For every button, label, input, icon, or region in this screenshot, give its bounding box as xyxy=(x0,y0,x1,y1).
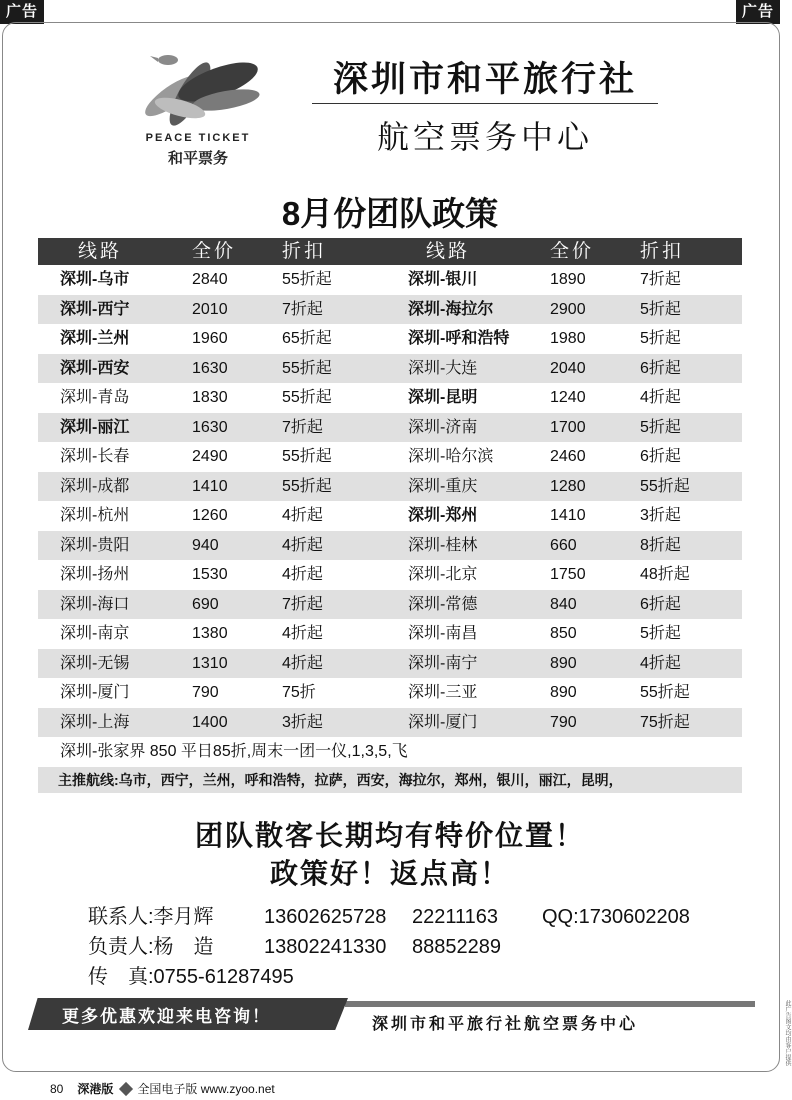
discount-cell: 55折起 xyxy=(282,448,332,465)
manager-mobile: 13802241330 xyxy=(264,936,387,958)
price-cell: 1280 xyxy=(550,477,586,495)
route-cell: 深圳-郑州 xyxy=(408,507,478,524)
discount-cell: 55折起 xyxy=(282,389,332,406)
leaf-bird-icon xyxy=(130,44,266,132)
route-cell: 深圳-昆明 xyxy=(408,389,478,406)
discount-cell: 5折起 xyxy=(640,300,681,318)
discount-cell: 48折起 xyxy=(640,566,690,583)
discount-cell: 4折起 xyxy=(282,507,323,524)
price-cell: 790 xyxy=(550,713,577,731)
price-cell: 940 xyxy=(192,536,219,554)
price-cell: 890 xyxy=(550,654,577,672)
table-row xyxy=(38,413,742,443)
price-cell: 2460 xyxy=(550,448,586,465)
diamond-icon xyxy=(119,1082,133,1096)
fax-number: 传 真:0755-61287495 xyxy=(88,966,294,988)
discount-cell: 4折起 xyxy=(282,654,323,672)
table-body xyxy=(38,265,742,737)
route-cell: 深圳-海拉尔 xyxy=(408,300,494,318)
route-cell: 深圳-重庆 xyxy=(408,477,478,495)
logo-chinese-text: 和平票务 xyxy=(167,150,228,167)
route-cell: 深圳-杭州 xyxy=(60,507,130,524)
route-cell: 深圳-无锡 xyxy=(60,654,130,672)
route-cell: 深圳-兰州 xyxy=(60,330,130,347)
route-cell: 深圳-长春 xyxy=(60,448,130,465)
table-row xyxy=(38,531,742,561)
price-cell: 1410 xyxy=(192,477,228,495)
price-cell: 1380 xyxy=(192,625,228,642)
table-row xyxy=(38,295,742,325)
promoted-routes: 主推航线:乌市，西宁，兰州，呼和浩特，拉萨，西安，海拉尔，郑州，银川，丽江，昆明， xyxy=(38,767,742,793)
table-row xyxy=(38,383,742,413)
route-cell: 深圳-上海 xyxy=(60,713,130,731)
discount-cell: 5折起 xyxy=(640,625,681,642)
price-cell: 840 xyxy=(550,595,577,613)
table-row xyxy=(38,560,742,590)
edition-label: 深港版 xyxy=(77,1082,114,1096)
discount-cell: 55折起 xyxy=(282,477,332,495)
discount-cell: 4折起 xyxy=(282,625,323,642)
price-cell: 2010 xyxy=(192,300,228,318)
price-cell: 790 xyxy=(192,684,219,701)
price-cell: 1960 xyxy=(192,330,228,347)
price-cell: 1830 xyxy=(192,389,228,406)
route-cell: 深圳-南京 xyxy=(60,625,130,642)
discount-cell: 8折起 xyxy=(640,536,681,554)
slogan-special-price: 团队散客长期均有特价位置！ xyxy=(194,820,585,851)
price-cell: 1530 xyxy=(192,566,228,583)
contact-person: 联系人:李月辉 xyxy=(88,906,214,928)
price-table xyxy=(38,238,742,793)
route-cell: 深圳-成都 xyxy=(60,477,130,495)
discount-cell: 55折起 xyxy=(640,684,690,701)
route-cell: 深圳-呼和浩特 xyxy=(408,330,510,347)
price-cell: 1890 xyxy=(550,271,586,288)
page-footer xyxy=(50,1080,275,1097)
route-cell: 深圳-厦门 xyxy=(408,713,478,731)
discount-cell: 5折起 xyxy=(640,330,681,347)
contact-mobile: 13602625728 xyxy=(264,906,387,928)
header-route: 线路 xyxy=(78,241,123,262)
discount-cell: 55折起 xyxy=(640,477,690,495)
price-cell: 660 xyxy=(550,536,577,554)
table-row xyxy=(38,501,742,531)
header-route: 线路 xyxy=(426,241,471,262)
discount-cell: 75折起 xyxy=(640,713,690,731)
price-cell: 1750 xyxy=(550,566,586,583)
table-row xyxy=(38,678,742,708)
discount-cell: 7折起 xyxy=(640,271,681,288)
table-row xyxy=(38,708,742,738)
route-cell: 深圳-济南 xyxy=(408,418,478,436)
table-header xyxy=(38,238,742,265)
route-cell: 深圳-乌市 xyxy=(60,271,130,288)
page-number: 80 xyxy=(50,1082,64,1096)
price-cell: 1410 xyxy=(550,507,586,524)
policy-title: 8月份团队政策 xyxy=(281,195,499,232)
route-cell: 深圳-常德 xyxy=(408,595,478,613)
route-cell: 深圳-北京 xyxy=(408,566,478,583)
manager-phone: 88852289 xyxy=(412,936,501,958)
discount-cell: 4折起 xyxy=(282,566,323,583)
price-cell: 850 xyxy=(550,625,577,642)
route-cell: 深圳-丽江 xyxy=(60,418,130,436)
discount-cell: 6折起 xyxy=(640,595,681,613)
discount-cell: 7折起 xyxy=(282,595,323,613)
price-cell: 1980 xyxy=(550,330,586,347)
zhangjiajie-note: 深圳-张家界 850 平日85折,周末一团一仪,1,3,5,飞 xyxy=(60,743,408,760)
route-cell: 深圳-海口 xyxy=(60,595,130,613)
route-cell: 深圳-哈尔滨 xyxy=(408,448,494,465)
route-cell: 深圳-大连 xyxy=(408,359,478,377)
site-label: 全国电子版 www.zyoo.net xyxy=(137,1082,275,1096)
discount-cell: 4折起 xyxy=(282,536,323,554)
table-row xyxy=(38,619,742,649)
route-cell: 深圳-贵阳 xyxy=(60,536,130,554)
contact-line-2 xyxy=(88,930,501,959)
route-cell: 深圳-银川 xyxy=(408,271,478,288)
banner-cta: 更多优惠欢迎来电咨询！ xyxy=(62,1007,271,1026)
discount-cell: 3折起 xyxy=(640,507,681,524)
header-price: 全价 xyxy=(192,241,237,262)
route-cell: 深圳-桂林 xyxy=(408,536,478,554)
route-cell: 深圳-南宁 xyxy=(408,654,478,672)
slogan-good-policy: 政策好！返点高！ xyxy=(269,858,510,889)
header-discount: 折扣 xyxy=(282,241,327,262)
header-divider xyxy=(312,103,658,104)
side-note: 此广告图文均由客户提供 xyxy=(784,1000,790,1066)
price-cell: 1400 xyxy=(192,713,228,731)
peace-ticket-logo xyxy=(128,44,268,169)
header-price: 全价 xyxy=(550,241,595,262)
header-discount: 折扣 xyxy=(640,241,685,262)
table-row xyxy=(38,590,742,620)
table-row xyxy=(38,442,742,472)
price-cell: 1260 xyxy=(192,507,228,524)
discount-cell: 7折起 xyxy=(282,418,323,436)
route-cell: 深圳-扬州 xyxy=(60,566,130,583)
price-cell: 1630 xyxy=(192,359,228,377)
discount-cell: 6折起 xyxy=(640,448,681,465)
table-row xyxy=(38,324,742,354)
price-cell: 1630 xyxy=(192,418,228,436)
discount-cell: 4折起 xyxy=(640,389,681,406)
company-name: 深圳市和平旅行社 xyxy=(332,60,637,99)
price-cell: 2900 xyxy=(550,300,586,318)
table-row xyxy=(38,472,742,502)
price-cell: 1310 xyxy=(192,654,228,672)
table-row xyxy=(38,265,742,295)
discount-cell: 6折起 xyxy=(640,359,681,377)
company-subtitle: 航空票务中心 xyxy=(376,118,593,156)
price-cell: 690 xyxy=(192,595,219,613)
contact-qq: QQ:1730602208 xyxy=(542,906,690,928)
discount-cell: 5折起 xyxy=(640,418,681,436)
price-cell: 1700 xyxy=(550,418,586,436)
route-cell: 深圳-南昌 xyxy=(408,625,478,642)
discount-cell: 3折起 xyxy=(282,713,323,731)
banner-company: 深圳市和平旅行社航空票务中心 xyxy=(372,1016,639,1033)
price-cell: 2490 xyxy=(192,448,228,465)
route-cell: 深圳-厦门 xyxy=(60,684,130,701)
contact-line-1 xyxy=(88,900,690,929)
contact-phone: 22211163 xyxy=(412,906,499,928)
discount-cell: 7折起 xyxy=(282,300,323,318)
route-cell: 深圳-三亚 xyxy=(408,684,478,701)
price-cell: 2840 xyxy=(192,271,228,288)
route-cell: 深圳-西宁 xyxy=(60,300,130,318)
ad-tag-left: 广告 xyxy=(0,0,44,24)
discount-cell: 55折起 xyxy=(282,359,332,377)
table-row xyxy=(38,354,742,384)
banner-rule xyxy=(345,1001,755,1007)
price-cell: 2040 xyxy=(550,359,586,377)
ad-tag-right: 广告 xyxy=(736,0,780,24)
discount-cell: 75折 xyxy=(282,684,316,701)
discount-cell: 55折起 xyxy=(282,271,332,288)
discount-cell: 65折起 xyxy=(282,330,332,347)
manager-person: 负责人:杨 造 xyxy=(88,936,214,958)
route-cell: 深圳-青岛 xyxy=(60,389,130,406)
route-cell: 深圳-西安 xyxy=(60,359,130,377)
logo-english-text: PEACE TICKET xyxy=(145,132,251,144)
table-row xyxy=(38,649,742,679)
price-cell: 890 xyxy=(550,684,577,701)
contact-line-3 xyxy=(88,960,294,989)
price-cell: 1240 xyxy=(550,389,586,406)
discount-cell: 4折起 xyxy=(640,654,681,672)
